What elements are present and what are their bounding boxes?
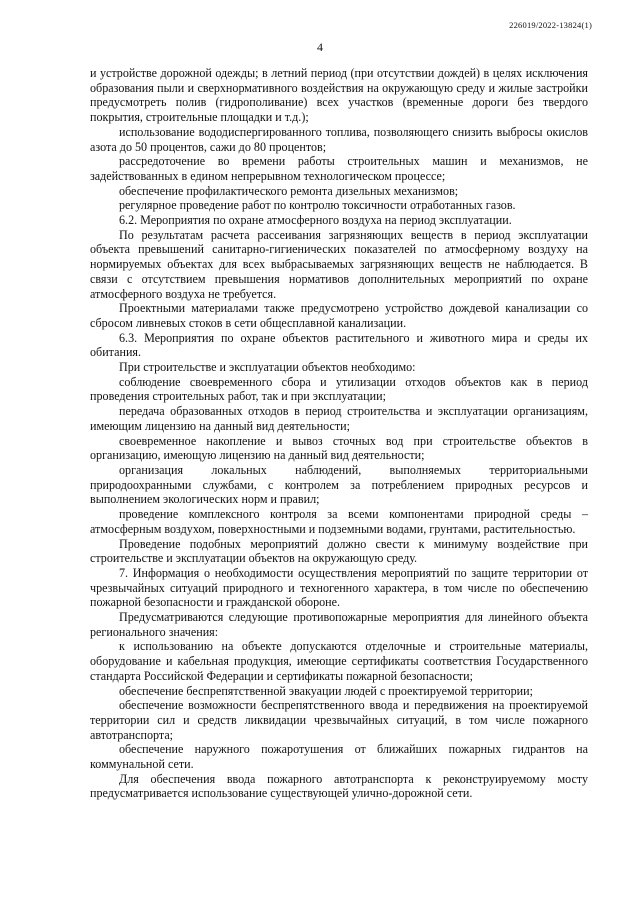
paragraph-diesel-maintenance: обеспечение профилактического ремонта дизельных механизмов; bbox=[119, 183, 459, 198]
paragraph-required-measures-intro: При строительстве и эксплуатации объектов необходимо: bbox=[119, 360, 416, 375]
paragraph-fire-measures-intro: Предусматриваются следующие противопожарные мероприятия для линейного объекта регионального значения: bbox=[90, 610, 588, 639]
section-heading-6-2: 6.2. Мероприятия по охране атмосферного воздуха на период эксплуатации. bbox=[119, 213, 512, 228]
paragraph-emergency-access: обеспечение возможности беспрепятственного ввода и передвижения на проектируемой территории сил и средств ликвидации чрезвычайных ситуаций, в том числе пожарного автотранспорта; bbox=[90, 698, 588, 742]
section-heading-6-3: 6.3. Мероприятия по охране объектов растительного и животного мира и среды их обитания. bbox=[90, 330, 588, 360]
paragraph-fire-truck-access: Для обеспечения ввода пожарного автотранспорта к реконструируемому мосту предусматривается использование существующей улично-дорожной сети. bbox=[90, 771, 588, 801]
paragraph-exhaust-control: регулярное проведение работ по контролю токсичности отработанных газов. bbox=[119, 198, 516, 213]
paragraph-local-monitoring: организация локальных наблюдений, выполняемых территориальными природоохранными службами, с контролем за потреблением природных ресурсов и выполнением экологических норм и правил; bbox=[90, 462, 588, 507]
paragraph-fuel: использование вододиспергированного топлива, позволяющего снизить выбросы окислов азота до 50 процентов, сажи до 80 процентов; bbox=[90, 124, 588, 154]
document-body bbox=[90, 66, 588, 801]
section-heading-7: 7. Информация о необходимости осуществления мероприятий по защите территории от чрезвычайных ситуаций природного и техногенного характера, в том числе по обеспечению пожарной безопасности и гражданской обороне. bbox=[90, 565, 588, 610]
paragraph-certified-materials: к использованию на объекте допускаются отделочные и строительные материалы, оборудование и кабельная продукция, имеющие сертификаты соответствия Государственного стандарта Российской Федерации и сертификаты пожарной безопасности; bbox=[90, 639, 588, 683]
paragraph-machinery-dispersal: рассредоточение во времени работы строительных машин и механизмов, не задействованных в едином непрерывном технологическом процессе; bbox=[90, 154, 588, 183]
paragraph-waste-transfer: передача образованных отходов в период строительства и эксплуатации организациям, имеющим лицензию на данный вид деятельности; bbox=[90, 404, 588, 433]
paragraph-impact-minimization: Проведение подобных мероприятий должно свести к минимуму воздействие при строительстве и эксплуатации объектов на окружающую среду. bbox=[90, 536, 588, 566]
paragraph-dispersion-results: По результатам расчета рассеивания загрязняющих веществ в период эксплуатации объекта превышений санитарно-гигиенических показателей по атмосферному воздуху на нормируемых объектах для всех выбрасываемых загрязняющих веществ не наблюдается. В связи с отсутствием превышения нормативов дополнительных мероприятий по охране атмосферного воздуха не требуется. bbox=[90, 227, 588, 301]
paragraph-storm-sewer: Проектными материалами также предусмотрено устройство дождевой канализации со сбросом ливневых стоков в сети общесплавной канализации. bbox=[90, 301, 588, 330]
paragraph-wastewater: своевременное накопление и вывоз сточных вод при строительстве объектов в организацию, имеющую лицензию на данный вид деятельности; bbox=[90, 433, 588, 463]
paragraph-road-surface-watering: и устройстве дорожной одежды; в летний период (при отсутствии дождей) в целях исключения образования пыли и сверхнормативного воздействия на окружающую среду и жилые застройки предусмотреть полив (гидрополивание) всех участков (временные дороги без твердого покрытия, строительные площадки и т.д.); bbox=[90, 66, 588, 125]
paragraph-waste-collection: соблюдение своевременного сбора и утилизации отходов объектов как в период проведения строительных работ, так и при эксплуатации; bbox=[90, 374, 588, 404]
paragraph-complex-control: проведение комплексного контроля за всеми компонентами природной среды – атмосферным воздухом, поверхностными и подземными водами, грунтами, растительностью. bbox=[90, 507, 588, 536]
page-number: 4 bbox=[317, 40, 323, 54]
document-registration-number: 226019/2022-13824(1) bbox=[509, 20, 592, 30]
paragraph-evacuation: обеспечение беспрепятственной эвакуации людей с проектируемой территории; bbox=[119, 683, 533, 698]
paragraph-hydrants: обеспечение наружного пожаротушения от ближайших пожарных гидрантов на коммунальной сети. bbox=[90, 742, 588, 772]
